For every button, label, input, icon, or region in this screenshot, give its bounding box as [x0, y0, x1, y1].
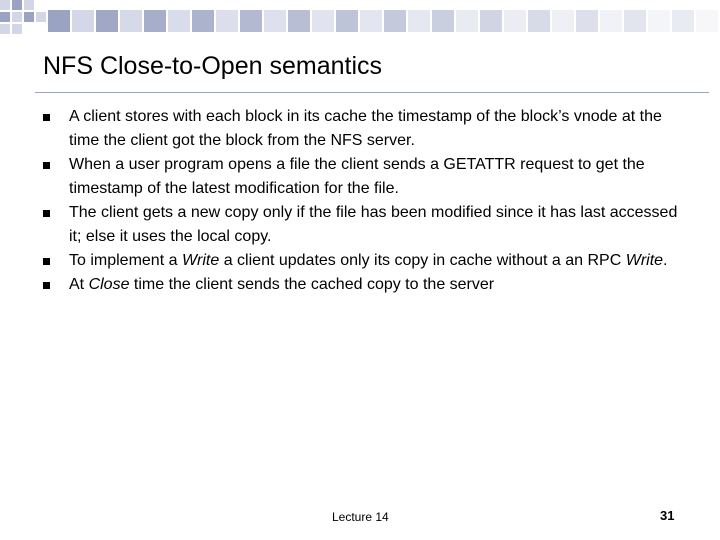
decor-square: [624, 10, 646, 32]
decor-square: [456, 10, 478, 32]
decor-square: [312, 10, 334, 32]
decor-square: [216, 10, 238, 32]
decor-square: [408, 10, 430, 32]
page-number: 31: [660, 508, 675, 523]
bullet-item: [43, 201, 683, 249]
decor-square: [36, 12, 46, 22]
decor-square: [504, 10, 526, 32]
decor-square: [384, 10, 406, 32]
bullet-text: To implement a Write a client updates only its copy in cache without a an RPC Write.: [69, 252, 668, 269]
bullet-item: [43, 273, 683, 297]
title-rule: [35, 92, 709, 93]
decor-square: [120, 10, 142, 32]
decor-square: [336, 10, 358, 32]
square-bullet-icon: [43, 258, 50, 265]
slide-title: NFS Close-to-Open semantics: [43, 52, 383, 80]
bullet-text: When a user program opens a file the client sends a GETATTR request to get the timestamp of the latest modification for the file.: [69, 156, 645, 197]
decor-square: [288, 10, 310, 32]
decor-square: [24, 0, 34, 10]
decor-square: [48, 10, 70, 32]
decor-square: [0, 12, 10, 22]
square-bullet-icon: [43, 114, 50, 121]
footer-lecture-label: Lecture 14: [332, 510, 389, 524]
decor-square: [12, 12, 22, 22]
decor-square: [528, 10, 550, 32]
decor-square: [12, 0, 22, 10]
decor-square: [192, 10, 214, 32]
decor-square: [0, 0, 10, 10]
decor-square: [24, 12, 34, 22]
decor-square: [264, 10, 286, 32]
header-decoration: [0, 0, 720, 45]
decor-square: [360, 10, 382, 32]
bullet-text: A client stores with each block in its cache the timestamp of the block’s vnode at the time the client got the block from the NFS server.: [69, 108, 662, 149]
decor-square: [480, 10, 502, 32]
decor-square: [12, 24, 22, 34]
decor-square: [696, 10, 718, 32]
decor-square: [672, 10, 694, 32]
decor-square: [168, 10, 190, 32]
square-bullet-icon: [43, 282, 50, 289]
decor-square: [432, 10, 454, 32]
decor-square: [144, 10, 166, 32]
bullet-text: At Close time the client sends the cached copy to the server: [69, 276, 495, 293]
bullet-list: [43, 105, 683, 297]
bullet-item: [43, 105, 683, 153]
decor-square: [600, 10, 622, 32]
bullet-text: The client gets a new copy only if the file has been modified since it has last accessed it; else it uses the local copy.: [69, 204, 678, 245]
decor-square: [240, 10, 262, 32]
bullet-item: [43, 249, 683, 273]
decor-square: [72, 10, 94, 32]
bullet-item: [43, 153, 683, 201]
decor-square: [0, 24, 10, 34]
square-bullet-icon: [43, 162, 50, 169]
decor-square: [96, 10, 118, 32]
decor-square: [552, 10, 574, 32]
decor-square: [576, 10, 598, 32]
square-bullet-icon: [43, 210, 50, 217]
decor-square: [648, 10, 670, 32]
